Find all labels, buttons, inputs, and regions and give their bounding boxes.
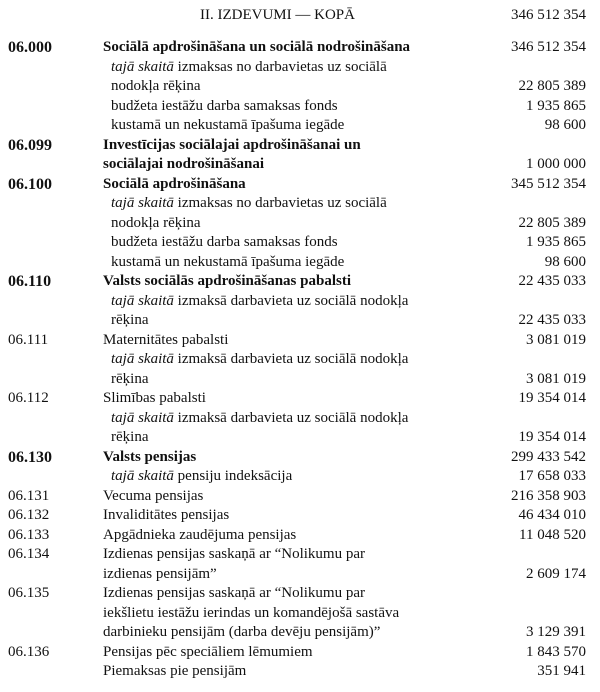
line-text: tajā skaitā izmaksā darbavieta uz sociālā nodokļa (111, 351, 409, 367)
line-code: 06.100 (8, 175, 52, 193)
line-text: kustamā un nekustamā īpašuma iegāde (111, 253, 345, 270)
line-text: tajā skaitā izmaksas no darbavietas uz sociālā (111, 195, 387, 211)
line-amount: 2 609 174 (526, 565, 586, 582)
italic-prefix: tajā skaitā (111, 292, 174, 309)
line-code: 06.133 (8, 526, 50, 543)
line-text: iekšlietu iestāžu ierindas un komandējošā sastāva (103, 604, 400, 621)
line-amount: 3 081 019 (526, 370, 586, 387)
budget-line (0, 545, 600, 564)
budget-line (0, 467, 600, 486)
line-text: Valsts pensijas (103, 448, 197, 465)
line-text: darbinieku pensijām (darba devēju pensijām)” (103, 624, 381, 640)
line-amount: 17 658 033 (518, 468, 586, 484)
line-text: Izdienas pensijas saskaņā ar “Nolikumu par (103, 585, 365, 601)
line-amount: 22 435 033 (518, 273, 586, 289)
line-text: nodokļa rēķina (111, 78, 201, 94)
budget-line (0, 487, 600, 506)
line-text: rēķina (111, 370, 149, 387)
budget-line (0, 253, 600, 272)
line-text: budžeta iestāžu darba samaksas fonds (111, 234, 338, 250)
italic-prefix: tajā skaitā (111, 195, 174, 211)
line-text: rēķina (111, 429, 149, 445)
budget-line (0, 604, 600, 623)
line-code: 06.130 (8, 448, 52, 466)
line-text: Sociālā apdrošināšana un sociālā nodrošināšana (103, 39, 411, 55)
budget-line (0, 136, 600, 155)
line-text: rēķina (111, 312, 149, 328)
italic-prefix: tajā skaitā (111, 468, 174, 484)
line-text: Slimības pabalsti (103, 390, 206, 406)
italic-prefix: tajā skaitā (111, 58, 174, 75)
budget-line (0, 331, 600, 350)
line-amount: 98 600 (544, 117, 586, 133)
line-text: Invaliditātes pensijas (103, 507, 230, 523)
budget-line (0, 311, 600, 330)
line-text: Apgādnieka zaudējuma pensijas (103, 526, 297, 543)
line-text: tajā skaitā izmaksā darbavieta uz sociālā nodokļa (111, 292, 409, 309)
line-text: tajā skaitā izmaksā darbavieta uz sociālā nodokļa (111, 409, 409, 426)
line-amount: 22 805 389 (518, 78, 586, 94)
line-text: Investīcijas sociālajai apdrošināšanai un (103, 136, 361, 153)
budget-line (0, 409, 600, 428)
budget-line (0, 662, 600, 681)
line-code: 06.134 (8, 546, 50, 562)
line-text: tajā skaitā pensiju indeksācija (111, 468, 293, 484)
budget-line (0, 155, 600, 174)
line-text: tajā skaitā izmaksas no darbavietas uz sociālā (111, 58, 387, 75)
budget-line (0, 214, 600, 233)
line-text: nodokļa rēķina (111, 214, 201, 231)
budget-line (0, 428, 600, 447)
budget-line (0, 292, 600, 311)
budget-line (0, 448, 600, 467)
section-title: II. IZDEVUMI — KOPĀ (200, 7, 355, 23)
budget-line (0, 272, 600, 291)
budget-line (0, 97, 600, 116)
budget-line (0, 77, 600, 96)
budget-line (0, 233, 600, 252)
budget-line (0, 350, 600, 369)
line-text: Maternitātes pabalsti (103, 331, 229, 348)
total-amount: 346 512 354 (511, 7, 586, 23)
line-amount: 19 354 014 (518, 390, 586, 406)
line-code: 06.099 (8, 136, 52, 154)
budget-line (0, 370, 600, 389)
line-amount: 3 081 019 (526, 331, 586, 348)
line-code: 06.110 (8, 273, 52, 290)
budget-line (0, 526, 600, 545)
line-text: Sociālā apdrošināšana (103, 175, 246, 192)
line-code: 06.132 (8, 507, 50, 523)
line-amount: 346 512 354 (511, 39, 586, 55)
line-text: kustamā un nekustamā īpašuma iegāde (111, 117, 345, 133)
line-text: Vecuma pensijas (103, 487, 204, 504)
line-code: 06.136 (8, 643, 50, 660)
line-code: 06.131 (8, 487, 50, 504)
budget-line (0, 194, 600, 213)
line-amount: 1 935 865 (526, 234, 586, 250)
budget-line (0, 506, 600, 525)
line-code: 06.111 (8, 331, 49, 348)
header-row (0, 6, 600, 25)
budget-line (0, 175, 600, 194)
line-amount: 1 843 570 (526, 643, 586, 660)
line-text: Valsts sociālās apdrošināšanas pabalsti (103, 273, 351, 289)
budget-line (0, 116, 600, 135)
line-amount: 216 358 903 (511, 487, 586, 504)
line-amount: 351 941 (537, 663, 586, 679)
line-amount: 3 129 391 (526, 624, 586, 640)
italic-prefix: tajā skaitā (111, 351, 174, 367)
line-amount: 1 000 000 (526, 156, 586, 172)
line-text: Izdienas pensijas saskaņā ar “Nolikumu par (103, 546, 365, 562)
line-amount: 46 434 010 (518, 507, 586, 523)
line-text: Piemaksas pie pensijām (103, 663, 247, 679)
line-text: budžeta iestāžu darba samaksas fonds (111, 97, 338, 114)
line-amount: 11 048 520 (519, 526, 586, 543)
budget-line (0, 58, 600, 77)
line-code: 06.135 (8, 585, 50, 601)
line-code: 06.112 (8, 390, 49, 406)
line-text: izdienas pensijām” (103, 565, 217, 582)
budget-line (0, 584, 600, 603)
line-amount: 98 600 (544, 253, 586, 270)
line-amount: 22 435 033 (518, 312, 586, 328)
line-amount: 22 805 389 (518, 214, 586, 231)
line-text: Pensijas pēc speciāliem lēmumiem (103, 643, 313, 660)
line-amount: 19 354 014 (518, 429, 586, 445)
italic-prefix: tajā skaitā (111, 409, 174, 426)
line-amount: 1 935 865 (526, 97, 586, 114)
line-code: 06.000 (8, 39, 52, 56)
budget-line (0, 623, 600, 642)
budget-line (0, 389, 600, 408)
line-amount: 345 512 354 (511, 175, 586, 192)
budget-line (0, 38, 600, 57)
budget-line (0, 643, 600, 662)
line-amount: 299 433 542 (511, 448, 586, 465)
budget-line (0, 565, 600, 584)
line-text: sociālajai nodrošināšanai (103, 156, 265, 172)
